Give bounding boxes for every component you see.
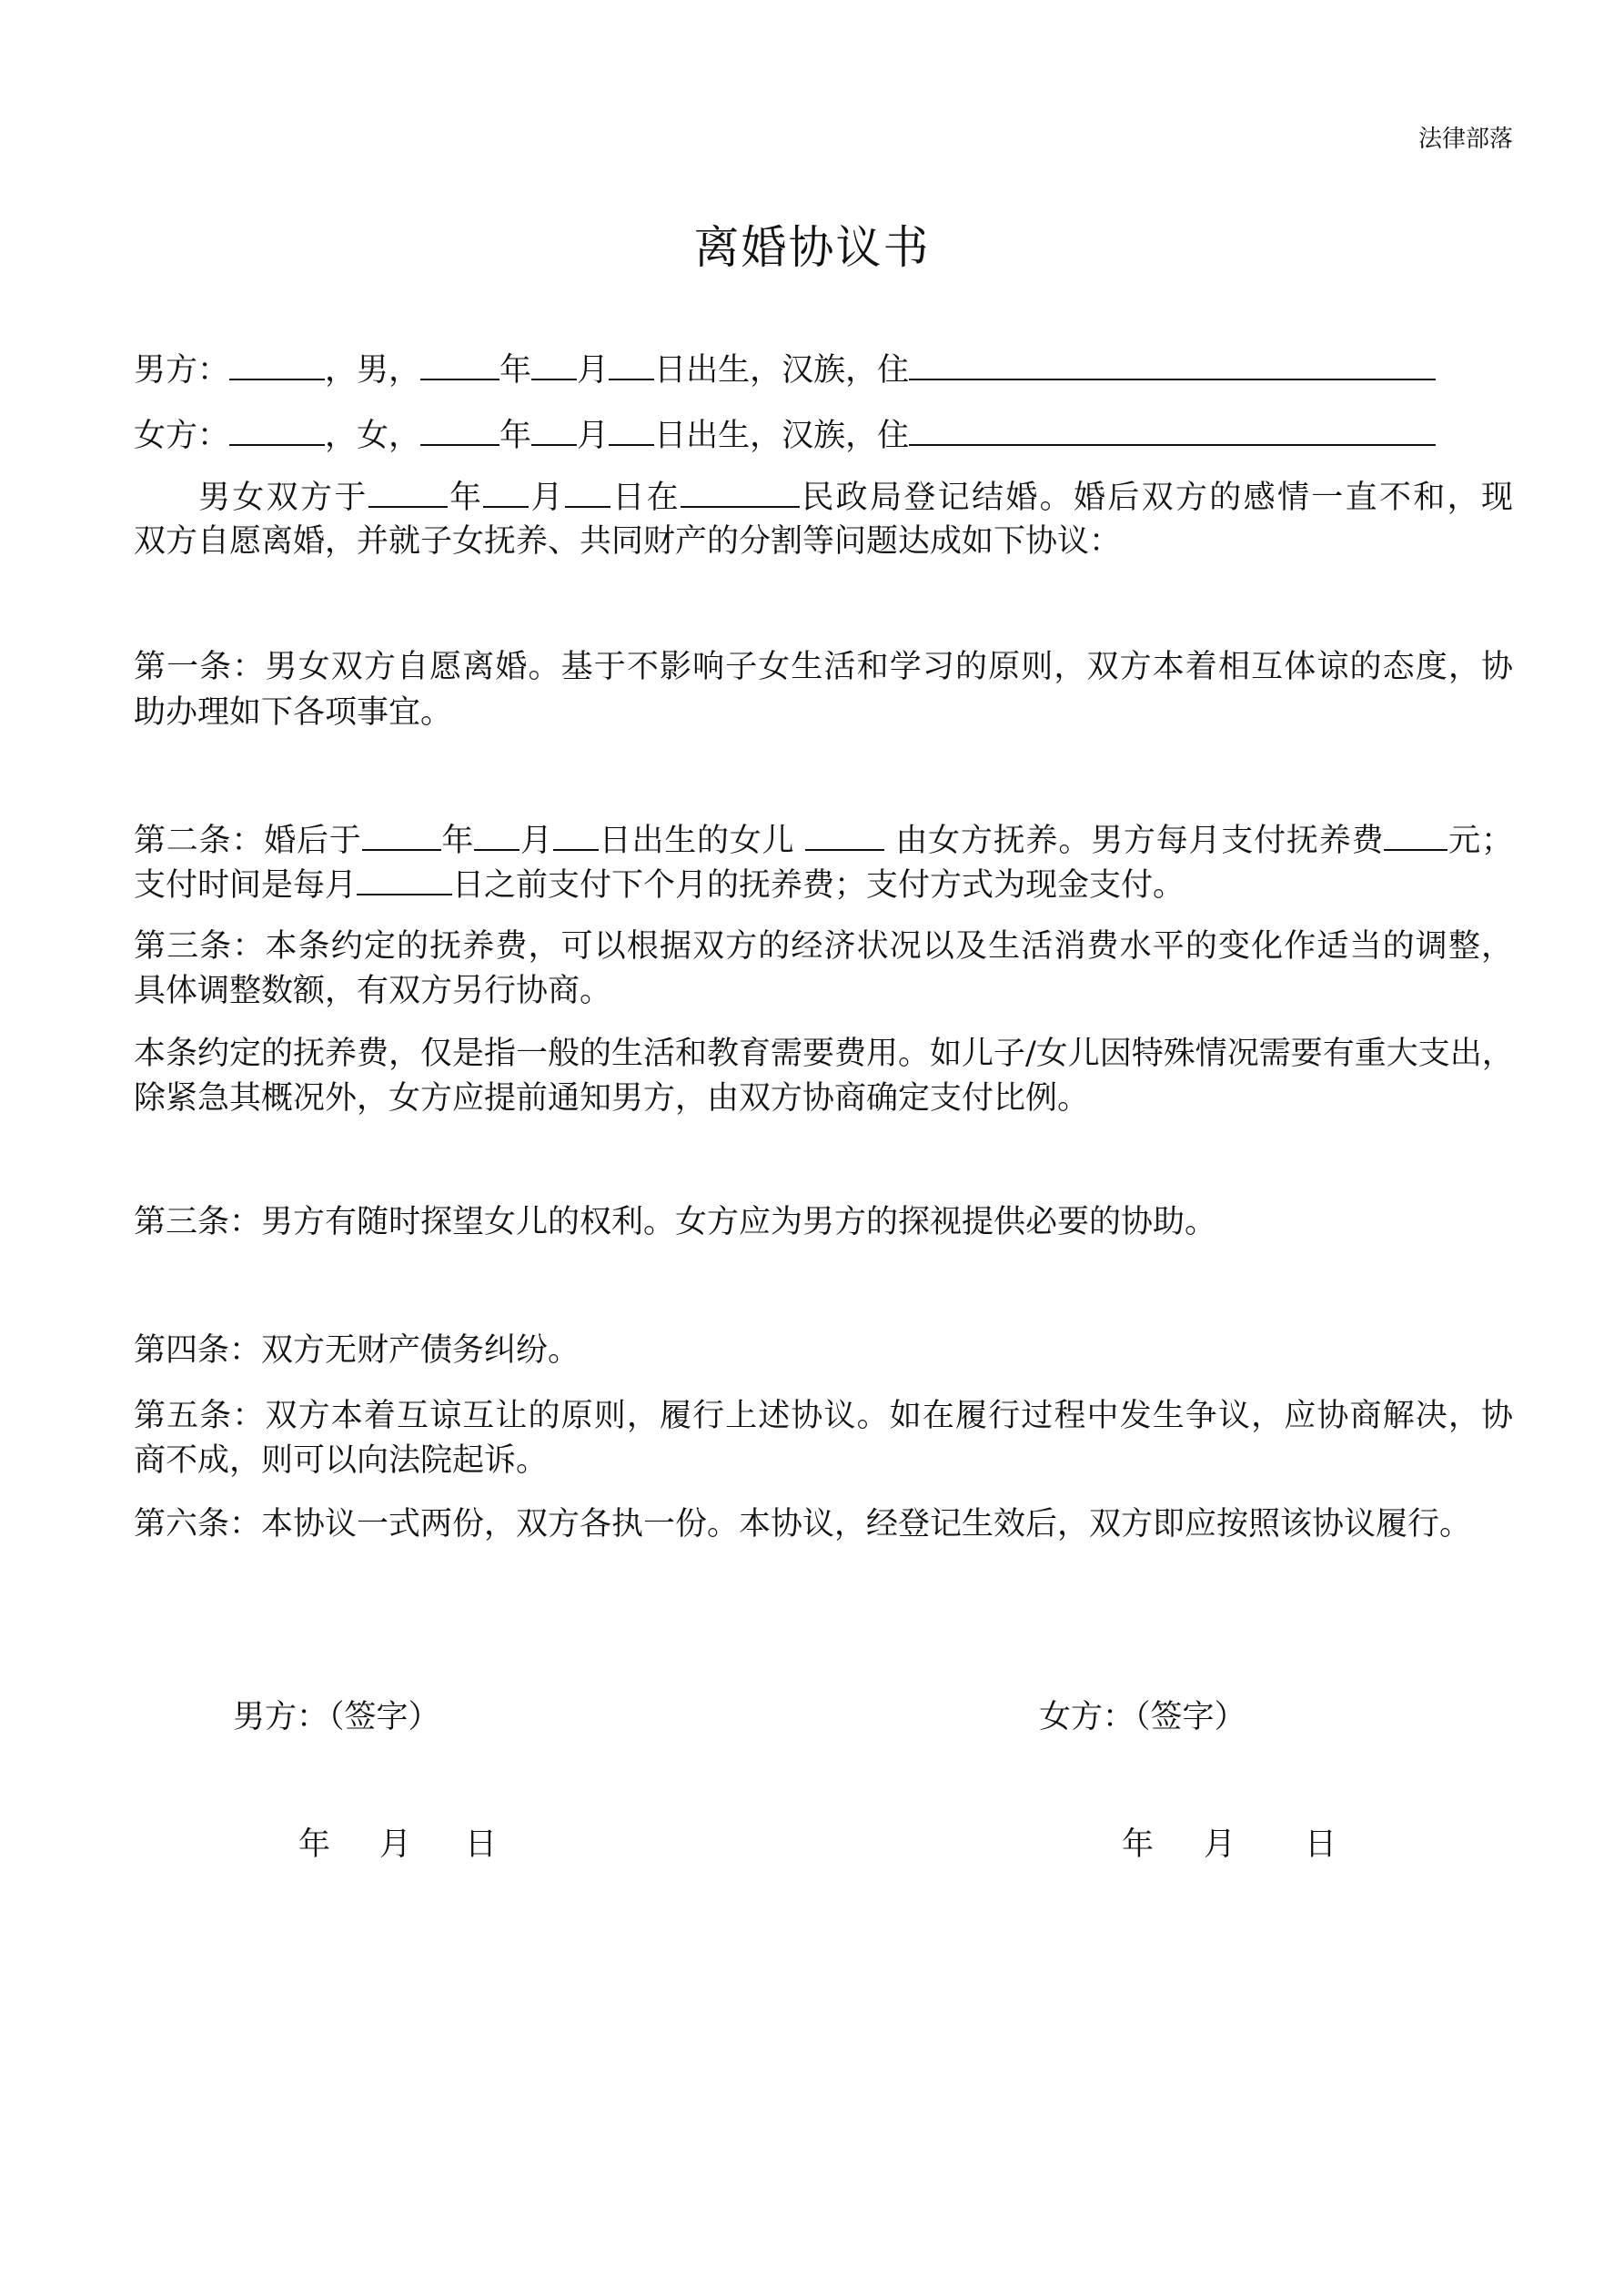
line-text: 年 <box>440 823 475 859</box>
line-text: 月 <box>577 352 610 389</box>
line-text: 月 <box>519 823 553 859</box>
fill-in-blank[interactable] <box>609 411 654 446</box>
fill-in-blank[interactable] <box>909 411 1436 446</box>
text-line <box>134 816 1513 862</box>
line-text: 除紧急其概况外，女方应提前通知男方，由双方协商确定支付比例。 <box>134 1080 1090 1117</box>
line-text: 日在 <box>610 480 681 516</box>
female-date-year: 年 <box>1122 1826 1155 1863</box>
fill-in-blank[interactable] <box>553 816 599 851</box>
male-date-day: 日 <box>465 1826 498 1863</box>
text-line <box>134 644 1513 690</box>
line-text: 双方自愿离婚，并就子女抚养、共同财产的分割等问题达成如下协议： <box>134 523 1122 560</box>
line-text: 月 <box>577 418 610 454</box>
line-text: 本条约定的抚养费，仅是指一般的生活和教育需要费用。如儿子/女儿因特殊情况需要有重大支出， <box>134 1036 1514 1072</box>
line-text: 女方： <box>134 418 230 454</box>
fill-in-blank[interactable] <box>368 473 448 508</box>
line-text: 第五条：双方本着互谅互让的原则，履行上述协议。如在履行过程中发生争议，应协商解决，协 <box>134 1398 1513 1434</box>
fill-in-blank[interactable] <box>565 473 610 508</box>
line-text: 第二条：婚后于 <box>134 823 362 859</box>
female-signature-label: 女方：（签字） <box>1039 1699 1246 1735</box>
fill-in-blank[interactable] <box>1384 816 1447 851</box>
line-text: 元； <box>1447 823 1513 859</box>
fill-in-blank[interactable] <box>805 816 884 851</box>
fill-in-blank[interactable] <box>483 473 529 508</box>
header-mark: 法律部落 <box>1417 126 1513 153</box>
fill-in-blank[interactable] <box>420 411 499 446</box>
line-text: 具体调整数额，有双方另行协商。 <box>134 973 612 1009</box>
line-text: 年 <box>499 418 532 454</box>
text-line <box>134 690 1513 735</box>
fill-in-blank[interactable] <box>531 346 577 380</box>
line-text: 男方： <box>134 352 230 389</box>
line-text: 助办理如下各项事宜。 <box>134 694 453 731</box>
line-text: ，男， <box>325 352 421 389</box>
line-text: 第四条：双方无财产债务纠纷。 <box>134 1332 580 1369</box>
line-text: 日出生，汉族，住 <box>654 418 910 454</box>
line-text: 日出生，汉族，住 <box>654 352 910 389</box>
text-line <box>134 411 1513 457</box>
line-text: ，女， <box>325 418 421 454</box>
fill-in-blank[interactable] <box>531 411 577 446</box>
female-date-day: 日 <box>1305 1826 1337 1863</box>
male-date-year: 年 <box>298 1826 331 1863</box>
fill-in-blank[interactable] <box>357 861 452 895</box>
line-text: 月 <box>529 480 565 516</box>
male-signature-label: 男方：（签字） <box>233 1699 440 1735</box>
line-text: 第三条：本条约定的抚养费，可以根据双方的经济状况以及生活消费水平的变化作适当的调整， <box>134 928 1513 965</box>
fill-in-blank[interactable] <box>474 816 519 851</box>
text-line <box>134 861 1513 906</box>
text-line <box>134 519 1513 564</box>
line-text: 民政局登记结婚。婚后双方的感情一直不和，现 <box>800 480 1513 516</box>
line-text: 年 <box>447 480 484 516</box>
text-line <box>134 1438 1513 1483</box>
text-line <box>134 968 1513 1014</box>
document-title: 离婚协议书 <box>693 221 931 274</box>
line-text: 由女方抚养。男方每月支付抚养费 <box>884 823 1385 859</box>
fill-in-blank[interactable] <box>420 346 499 380</box>
text-line <box>134 1076 1513 1121</box>
line-text: 第一条：男女双方自愿离婚。基于不影响子女生活和学习的原则，双方本着相互体谅的态度，协 <box>134 649 1513 685</box>
line-text: 日出生的女儿 <box>598 823 806 859</box>
line-text: 商不成，则可以向法院起诉。 <box>134 1442 549 1479</box>
line-text: 支付时间是每月 <box>134 867 358 904</box>
text-line <box>134 1031 1513 1077</box>
text-line <box>134 1328 1513 1373</box>
fill-in-blank[interactable] <box>681 473 800 508</box>
line-text: 年 <box>499 352 532 389</box>
text-line <box>134 1393 1513 1439</box>
text-line <box>134 924 1513 969</box>
fill-in-blank[interactable] <box>229 411 325 446</box>
fill-in-blank[interactable] <box>609 346 654 380</box>
line-text: 第六条：本协议一式两份，双方各执一份。本协议，经登记生效后，双方即应按照该协议履行。 <box>134 1506 1472 1542</box>
line-text: 第三条：男方有随时探望女儿的权利。女方应为男方的探视提供必要的协助。 <box>134 1204 1217 1240</box>
female-date-month: 月 <box>1204 1826 1236 1863</box>
text-line <box>134 1502 1513 1547</box>
male-date-month: 月 <box>379 1826 412 1863</box>
line-text: 日之前支付下个月的抚养费；支付方式为现金支付。 <box>452 867 1185 904</box>
fill-in-blank[interactable] <box>362 816 441 851</box>
text-line <box>198 473 1513 519</box>
text-line <box>134 1199 1513 1245</box>
line-text: 男女双方于 <box>198 480 368 516</box>
text-line <box>134 346 1513 391</box>
fill-in-blank[interactable] <box>909 346 1436 380</box>
fill-in-blank[interactable] <box>229 346 325 380</box>
